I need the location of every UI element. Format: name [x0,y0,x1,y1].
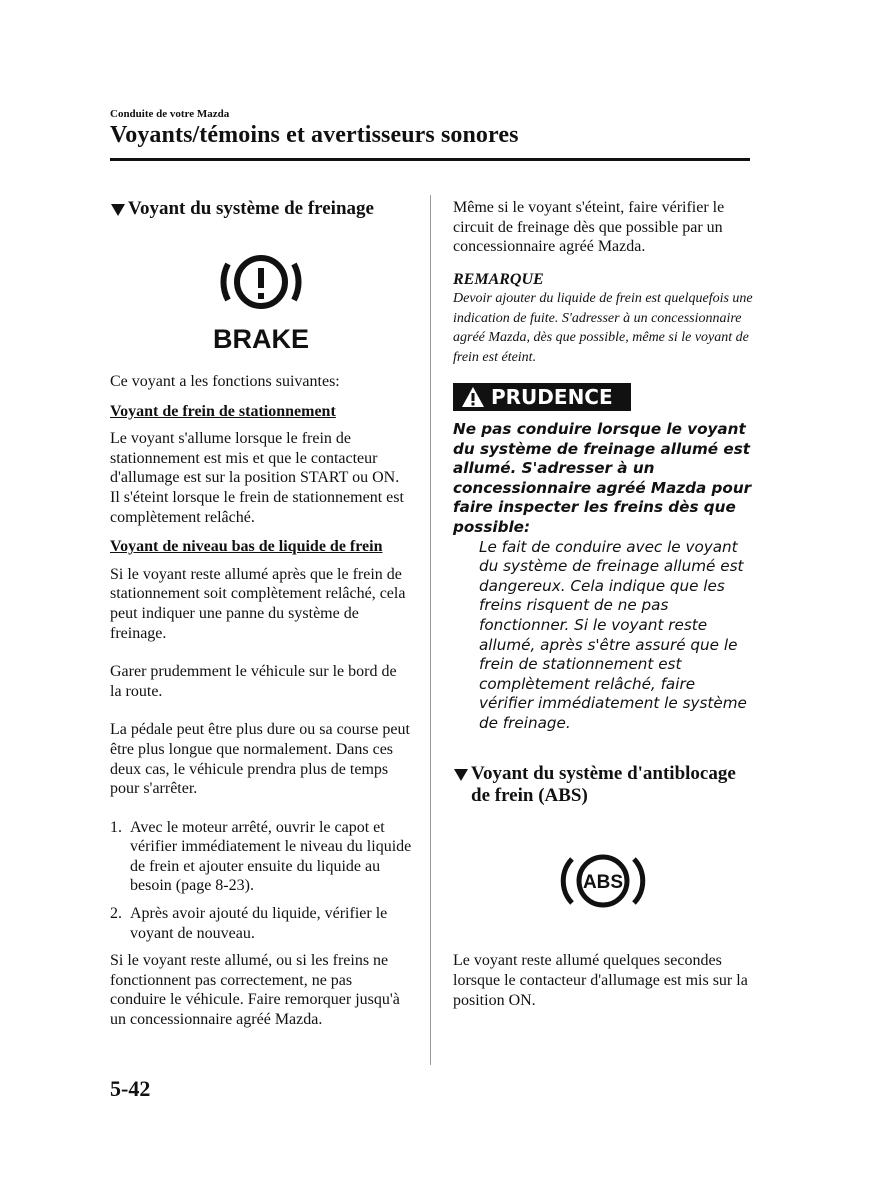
brake-icon-label: BRAKE [212,324,310,354]
list-item-number: 1. [110,818,122,836]
remarque-text: Devoir ajouter du liquide de frein est quelquefois une indication de fuite. S'adresser à un concessionnaire agréé Mazda, dès que possible, même si le voyant de frein est éteint. [453,291,753,365]
remarque-title: REMARQUE [453,270,544,288]
procedure-list [110,818,412,944]
pedal-text: La pédale peut être plus dure ou sa course peut être plus longue que normalement. Dans ces deux cas, le véhicule prendra plus de temps pour s'arrêter. [110,721,410,798]
prudence-bold-text: Ne pas conduire lorsque le voyant du système de freinage allumé est allumé. S'adresser à un concessionnaire agréé Mazda pour faire inspecter les freins dès que possible: [453,419,752,536]
page-number: 5-42 [110,1076,151,1101]
prudence-body-text: Le fait de conduire avec le voyant du système de freinage allumé est dangereux. Cela indique que les freins risquent de ne pas fonctionner. Si le voyant reste allumé, après s'être assuré que le frein de stationnement est complètement relâché, faire vérifier immédiatement le système de freinage. [479,537,747,732]
list-item-text: Après avoir ajouté du liquide, vérifier le voyant de nouveau. [130,905,388,942]
list-item [110,904,412,943]
column-divider [430,195,431,1065]
abs-section-heading [453,763,753,807]
brake-heading-text: Voyant du système de freinage [128,198,374,219]
intro-text: Ce voyant a les fonctions suivantes: [110,373,340,390]
low-fluid-subheading: Voyant de niveau bas de liquide de frein [110,538,383,556]
header-rule [110,158,750,161]
abs-icon-label: ABS [582,872,624,894]
list-item [110,818,412,896]
low-fluid-text: Si le voyant reste allumé après que le frein de stationnement soit complètement relâché, cela peut indiquer une panne du système de freinage. [110,565,406,642]
abs-warning-icon [453,841,753,921]
section-label: Conduite de votre Mazda [110,108,230,120]
tow-text: Si le voyant reste allumé, ou si les freins ne fonctionnent pas correctement, ne pas conduire le véhicule. Faire remorquer jusqu'à un concessionnaire agréé Mazda. [110,952,400,1029]
park-safely-text: Garer prudemment le véhicule sur le bord de la route. [110,663,397,700]
brake-warning-icon [110,246,412,356]
abs-text: Le voyant reste allumé quelques secondes lorsque le contacteur d'allumage est mis sur la position ON. [453,952,748,1009]
left-column [110,198,412,1030]
right-column [453,198,753,1010]
parking-brake-text: Le voyant s'allume lorsque le frein de stationnement est mis et que le contacteur d'allumage est sur la position START ou ON. Il s'éteint lorsque le frein de stationnement est complètement relâché. [110,430,404,526]
page-title: Voyants/témoins et avertisseurs sonores [110,122,519,148]
warning-triangle-icon [461,386,485,408]
abs-heading-text: Voyant du système d'antiblocage de frein (ABS) [471,763,736,807]
triangle-bullet-icon [110,198,126,224]
check-circuit-text: Même si le voyant s'éteint, faire vérifier le circuit de freinage dès que possible par un concessionnaire agréé Mazda. [453,199,725,256]
brake-section-heading [110,198,412,224]
list-item-number: 2. [110,905,122,923]
prudence-label: PRUDENCE [491,384,613,409]
parking-brake-subheading: Voyant de frein de stationnement [110,402,336,420]
prudence-banner [453,383,631,411]
triangle-bullet-icon [453,763,469,807]
list-item-text: Avec le moteur arrêté, ouvrir le capot et vérifier immédiatement le niveau du liquide de frein et ajouter ensuite du liquide au besoin (page 8-23). [130,818,412,895]
